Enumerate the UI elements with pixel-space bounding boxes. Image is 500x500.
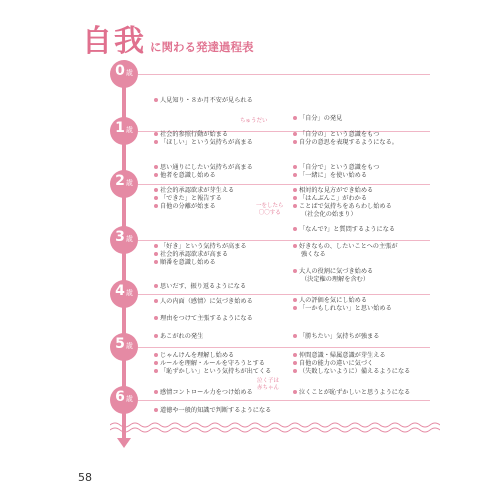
list-item: 「勝ちたい」気持ちが強まる (293, 333, 379, 341)
age-separator (138, 74, 430, 75)
list-item: 強くなる (301, 251, 326, 258)
timeline-arrow-icon (117, 438, 131, 448)
list-item: 道徳や一般的知識で判断するようになる (154, 407, 271, 415)
side-note: 泣く子は 赤ちゃん (257, 378, 280, 391)
list-item: 「恥ずかしい」という気持ちが出てくる (154, 368, 271, 376)
list-item: 「自分」の発見 (293, 115, 342, 123)
list-item: 理由をつけて主張するようになる (154, 315, 253, 323)
list-item: 「ほしい」という気持ちが高まる (154, 139, 253, 147)
age-separator (138, 184, 430, 185)
age-separator (138, 294, 430, 295)
list-item: 「自分の」という意識をもつ (293, 131, 379, 139)
list-item: 泣くことが恥ずかしいと思うようになる (293, 389, 410, 397)
list-item: 「自分で」という意識をもつ (293, 164, 379, 172)
title-subtitle: に関わる発達過程表 (150, 40, 254, 54)
list-item: 「一かもしれない」と思い始める (293, 305, 392, 313)
list-item: ことばで気持ちをあらわし始める (293, 203, 392, 211)
list-item: 他者を意識し始める (154, 172, 216, 180)
list-item: （社会化の始まり） (301, 211, 357, 218)
age-marker-1: 1 歳 (110, 117, 138, 145)
list-item: （失敗しないように）備えるようになる (293, 368, 410, 376)
list-item: 人の内面（感情）に気づき始める (154, 298, 253, 306)
list-item: 思いだす、振り返るようになる (154, 283, 246, 291)
list-item: 社会的承認欲求が高まる (154, 251, 228, 259)
wave-divider (110, 421, 440, 433)
list-item: 自他の能力の違いに気づく (293, 360, 373, 368)
list-item: 自他の分離が始まる (154, 203, 216, 211)
list-item: 感情コントロール力をつけ始める (154, 389, 253, 397)
list-item: 社会的参照行動が始まる (154, 131, 228, 139)
title-main: 自我 (82, 24, 146, 59)
list-item: 大人の役割に気づき始める (293, 268, 373, 276)
list-item: 思い通りにしたい気持ちが高まる (154, 164, 253, 172)
page-title (82, 16, 254, 60)
list-item: 自分の意思を表現するようになる。 (293, 139, 398, 147)
list-item: （決定権の理解を含む） (301, 276, 370, 283)
age-marker-0: 0 歳 (110, 60, 138, 88)
list-item: 人の評価を気にし始める (293, 297, 367, 305)
list-item: 人見知り・８か月不安が見られる (154, 97, 253, 105)
age-marker-5: 5 歳 (110, 333, 138, 361)
list-item: じゃんけんを理解し始める (154, 352, 234, 360)
side-note: 一をしたら 〇〇する (256, 203, 284, 216)
age-separator (138, 347, 430, 348)
list-item: 相対的な見方ができ始める (293, 187, 373, 195)
list-item: 「はんぶんこ」がわかる (293, 195, 367, 203)
age-marker-4: 4 歳 (110, 280, 138, 308)
list-item: 「できた」と報告する (154, 195, 222, 203)
list-item: 「好き」という気持ちが高まる (154, 243, 247, 251)
age-marker-6: 6 歳 (110, 386, 138, 414)
age-marker-3: 3 歳 (110, 226, 138, 254)
age-separator (138, 400, 430, 401)
age-marker-2: 2 歳 (110, 170, 138, 198)
list-item: 「なんで?」と質問するようになる (293, 226, 395, 234)
list-item: 「一緒に」を使い始める (293, 172, 367, 180)
list-item: 好きなもの、したいことへの主張が (293, 243, 398, 251)
list-item: 社会的承認欲求が芽生える (154, 187, 234, 195)
list-item: ルールを理解・ルールを守ろうとする (154, 360, 265, 368)
page-number: 58 (78, 471, 92, 484)
age-separator (138, 240, 430, 241)
list-item: 仲間意識・帰属意識が芽生える (293, 352, 386, 360)
list-item: 順番を意識し始める (154, 259, 216, 267)
side-note: ちゅうだい (240, 118, 268, 124)
list-item: あこがれの発生 (154, 333, 203, 341)
